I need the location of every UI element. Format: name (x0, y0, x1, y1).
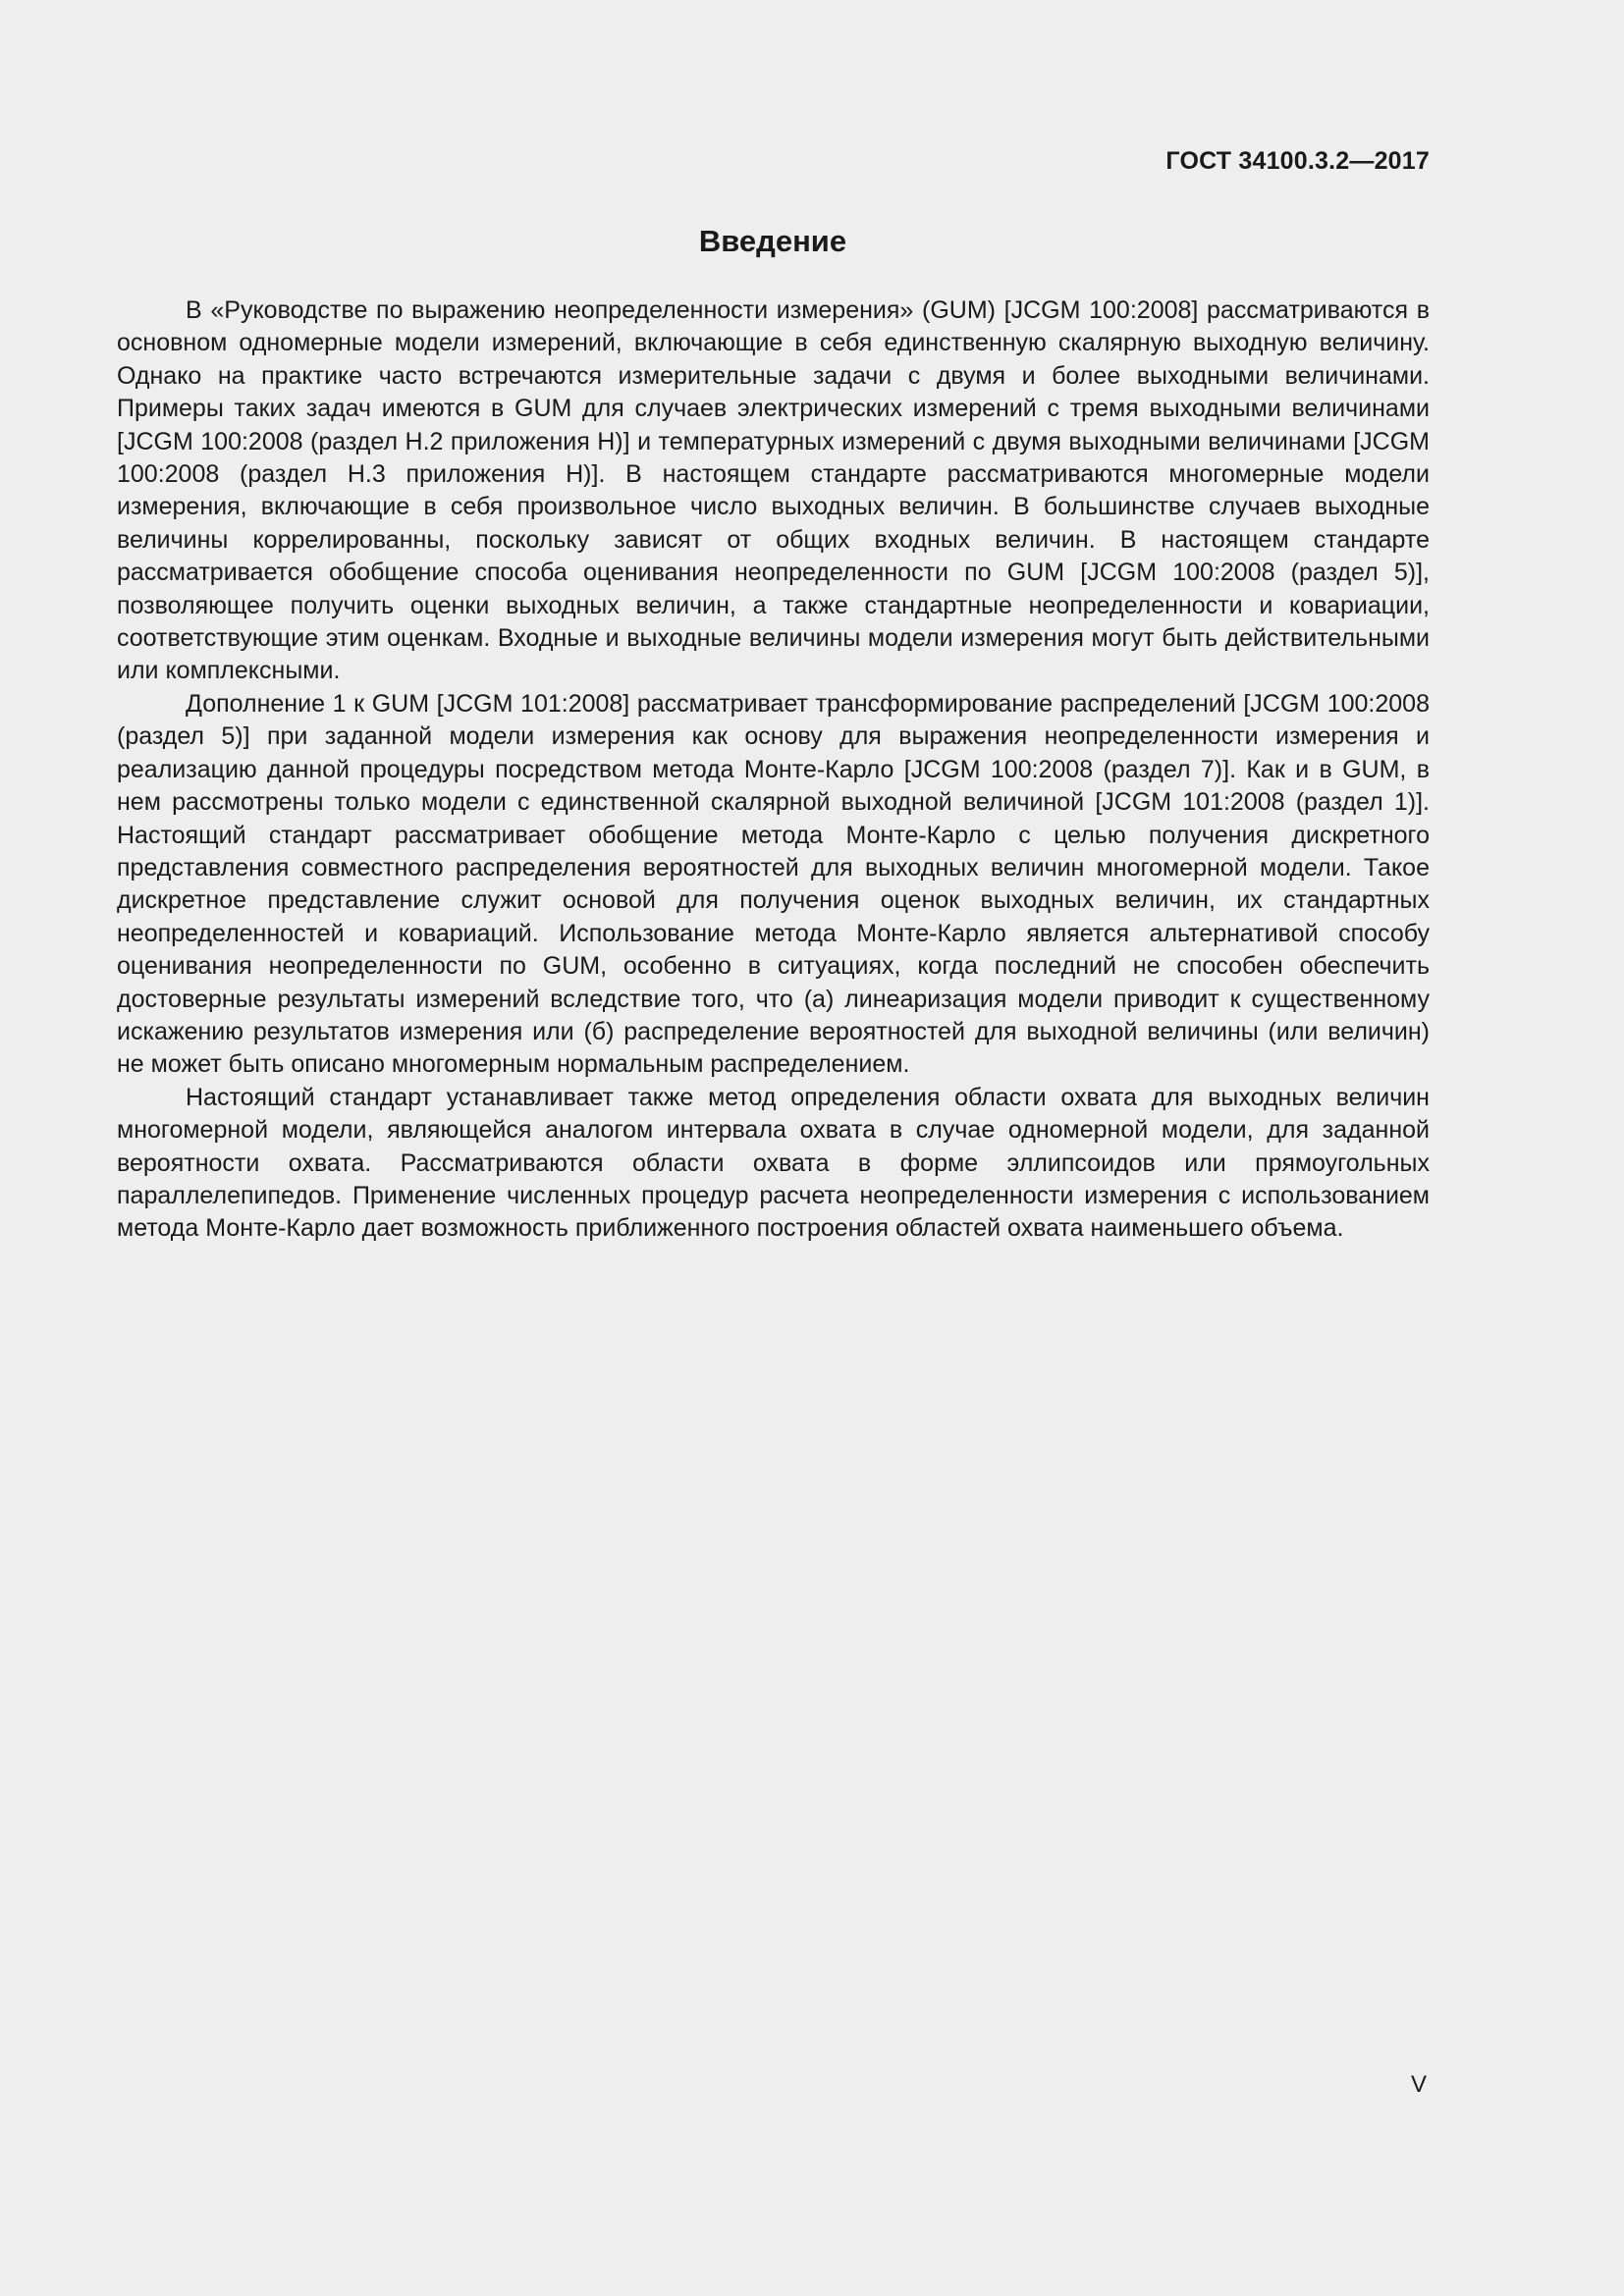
introduction-body (117, 294, 1430, 1246)
paragraph: Дополнение 1 к GUM [JCGM 101:2008] рассматривает трансформирование распределений [JCGM 100:2008 (раздел 5)] при заданной модели измерения как основу для выражения неопределенности измерения и реализацию данной процедуры посредством метода Монте-Карло [JCGM 100:2008 (раздел 7)]. Как и в GUM, в нем рассмотрены только модели с единственной скалярной выходной величиной [JCGM 101:2008 (раздел 1)]. Настоящий стандарт рассматривает обобщение метода Монте-Карло с целью получения дискретного представления совместного распределения вероятностей для выходных величин многомерной модели. Такое дискретное представление служит основой для получения оценок выходных величин, их стандартных неопределенностей и ковариаций. Использование метода Монте-Карло является альтернативой способу оценивания неопределенности по GUM, особенно в ситуациях, когда последний не способен обеспечить достоверные результаты измерений вследствие того, что (а) линеаризация модели приводит к существенному искажению результатов измерения или (б) распределение вероятностей для выходной величины (или величин) не может быть описано многомерным нормальным распределением. (117, 689, 1430, 1079)
page-title: Введение (698, 224, 847, 258)
document-header: ГОСТ 34100.3.2—2017 (1165, 147, 1430, 175)
paragraph: Настоящий стандарт устанавливает также метод определения области охвата для выходных величин многомерной модели, являющейся аналогом интервала охвата в случае одномерной модели, для заданной вероятности охвата. Рассматриваются области охвата в форме эллипсоидов или прямоугольных параллелепипедов. Применение численных процедур расчета неопределенности измерения с использованием метода Монте-Карло дает возможность приближенного построения областей охвата наименьшего объема. (117, 1083, 1430, 1243)
paragraph: В «Руководстве по выражению неопределенности измерения» (GUM) [JCGM 100:2008] рассматриваются в основном одномерные модели измерений, включающие в себя единственную скалярную выходную величину. Однако на практике часто встречаются измерительные задачи с двумя и более выходными величинами. Примеры таких задач имеются в GUM для случаев электрических измерений с тремя выходными величинами [JCGM 100:2008 (раздел Н.2 приложения Н)] и температурных измерений с двумя выходными величинами [JCGM 100:2008 (раздел Н.3 приложения Н)]. В настоящем стандарте рассматриваются многомерные модели измерения, включающие в себя произвольное число выходных величин. В большинстве случаев выходные величины коррелированны, поскольку зависят от общих входных величин. В настоящем стандарте рассматривается обобщение способа оценивания неопределенности по GUM [JCGM 100:2008 (раздел 5)], позволяющее получить оценки выходных величин, а также стандартные неопределенности и ковариации, соответствующие этим оценкам. Входные и выходные величины модели измерения могут быть действительными или комплексными. (117, 296, 1430, 685)
page-number: V (1410, 2071, 1427, 2098)
